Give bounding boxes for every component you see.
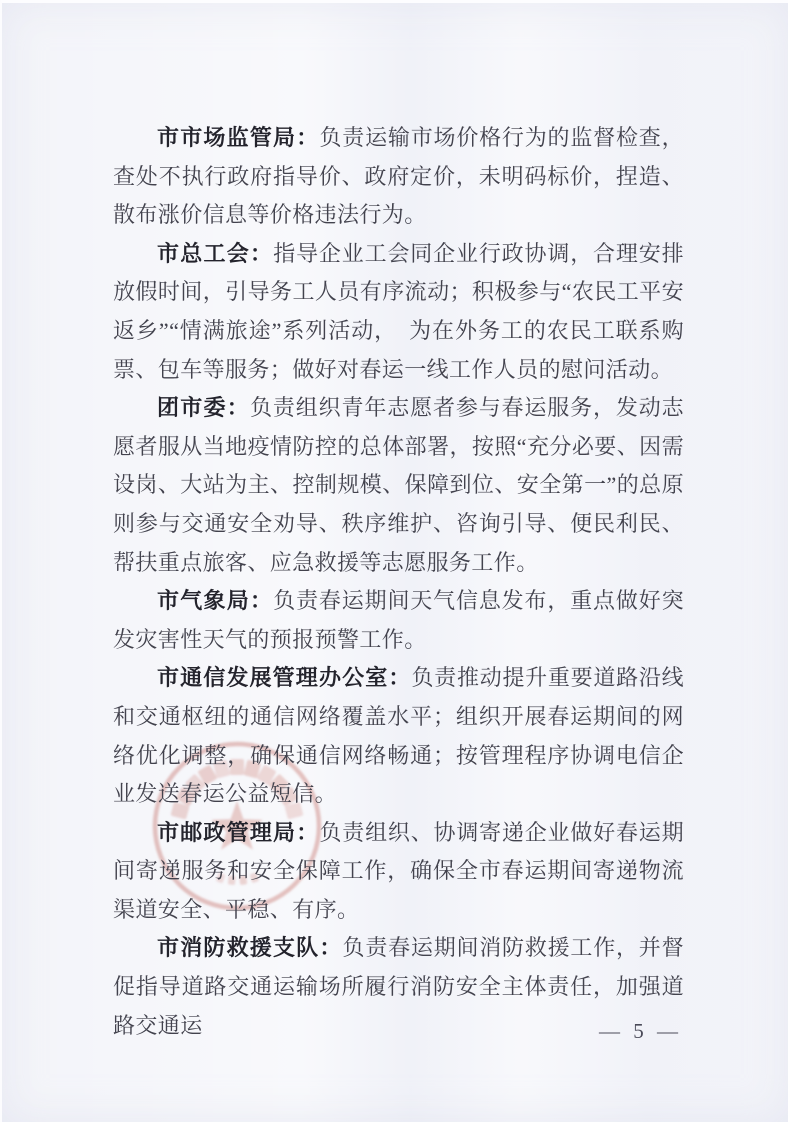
department-name: 市气象局： bbox=[157, 588, 274, 614]
department-name: 市市场监管局： bbox=[157, 125, 320, 150]
paragraph-federation-trade-unions bbox=[113, 235, 684, 389]
paragraph-text: 负责推动提升重要道路沿线和交通枢纽的通信网络覆盖水平；组织开展春运期间的网络优化调整，确保通信网络畅通；按管理程序协调电信企业发送春运公益短信。 bbox=[113, 665, 684, 807]
paragraph-text: 负责组织青年志愿者参与春运服务，发动志愿者服从当地疫情防控的总体部署，按照“充分必要、因需设岗、大站为主、控制规模、保障到位、安全第一”的总原则参与交通安全劝导、秩序维护、咨询引导、便民利民、帮扶重点旅客、应急救援等志愿服务工作。 bbox=[113, 395, 684, 575]
paragraph-meteorological-bureau bbox=[113, 582, 684, 659]
paragraph-youth-league bbox=[113, 389, 684, 582]
paragraph-text: 负责组织、协调寄递企业做好春运期间寄递服务和安全保障工作，确保全市春运期间寄递物流渠道安全、平稳、有序。 bbox=[113, 819, 684, 922]
paragraph-market-regulation bbox=[113, 119, 684, 235]
department-name: 市通信发展管理办公室： bbox=[157, 665, 412, 691]
paragraph-text: 负责春运期间消防救援工作，并督促指导道路交通运输场所履行消防安全主体责任，加强道路交通运 bbox=[113, 935, 684, 1038]
paragraph-communications-office bbox=[113, 659, 684, 813]
department-name: 市总工会： bbox=[157, 240, 274, 266]
paragraph-postal-administration bbox=[113, 814, 684, 930]
page-number: — 5 — bbox=[599, 1019, 682, 1043]
paragraph-text: 指导企业工会同企业行政协调，合理安排放假时间，引导务工人员有序流动；积极参与“农民工平安返乡”“情满旅途”系列活动， 为在外务工的农民工联系购票、包车等服务；做好对春运一线工作人员的慰问活动。 bbox=[113, 240, 684, 382]
document-body bbox=[113, 119, 684, 1045]
department-name: 市消防救援支队： bbox=[157, 935, 343, 961]
paragraph-text: 负责春运期间天气信息发布，重点做好突发灾害性天气的预报预警工作。 bbox=[113, 588, 684, 652]
department-name: 市邮政管理局： bbox=[157, 819, 320, 845]
department-name: 团市委： bbox=[157, 395, 251, 421]
paragraph-text: 负责运输市场价格行为的监督检查，查处不执行政府指导价、政府定价，未明码标价，捏造、散布涨价信息等价格违法行为。 bbox=[113, 125, 684, 228]
